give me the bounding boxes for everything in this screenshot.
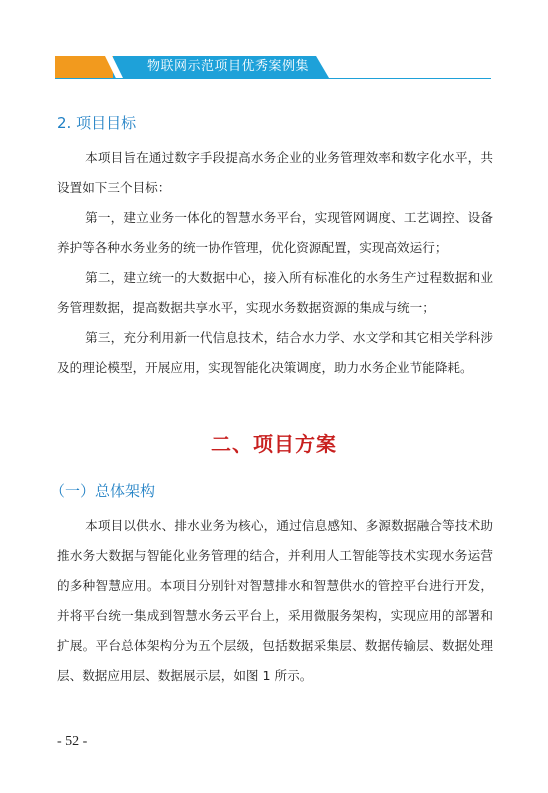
page-number: - 52 -: [57, 734, 88, 749]
subsection-heading-architecture: （一）总体架构: [50, 482, 156, 500]
running-header: [55, 52, 491, 82]
goal-three-paragraph: 第三，充分利用新一代信息技术，结合水力学、水文学和其它相关学科涉及的理论模型，开展应用，实现智能化决策调度，助力水务企业节能降耗。: [57, 330, 493, 375]
architecture-paragraph: 本项目以供水、排水业务为核心，通过信息感知、多源数据融合等技术助推水务大数据与智能化业务管理的结合，并利用人工智能等技术实现水务运营的多种智慧应用。本项目分别针对智慧排水和智慧供水的管控平台进行开发，并将平台统一集成到智慧水务云平台上，采用微服务架构，实现应用的部署和扩展。平台总体架构分为五个层级，包括数据采集层、数据传输层、数据处理层、数据应用层、数据展示层，如图 1 所示。: [57, 518, 493, 683]
header-rule: [55, 78, 491, 79]
chapter-heading: 二、项目方案: [211, 432, 337, 456]
header-orange-band: [55, 56, 113, 78]
goal-one-paragraph: 第一，建立业务一体化的智慧水务平台，实现管网调度、工艺调控、设备养护等各种水务业务的统一协作管理，优化资源配置，实现高效运行；: [57, 210, 493, 255]
goals-intro-paragraph: 本项目旨在通过数字手段提高水务企业的业务管理效率和数字化水平，共设置如下三个目标：: [57, 150, 493, 195]
header-title: 物联网示范项目优秀案例集: [147, 59, 310, 74]
section-heading-goals: 2. 项目目标: [57, 114, 137, 132]
goal-two-paragraph: 第二，建立统一的大数据中心，接入所有标准化的水务生产过程数据和业务管理数据，提高数据共享水平，实现水务数据资源的集成与统一；: [57, 270, 493, 315]
